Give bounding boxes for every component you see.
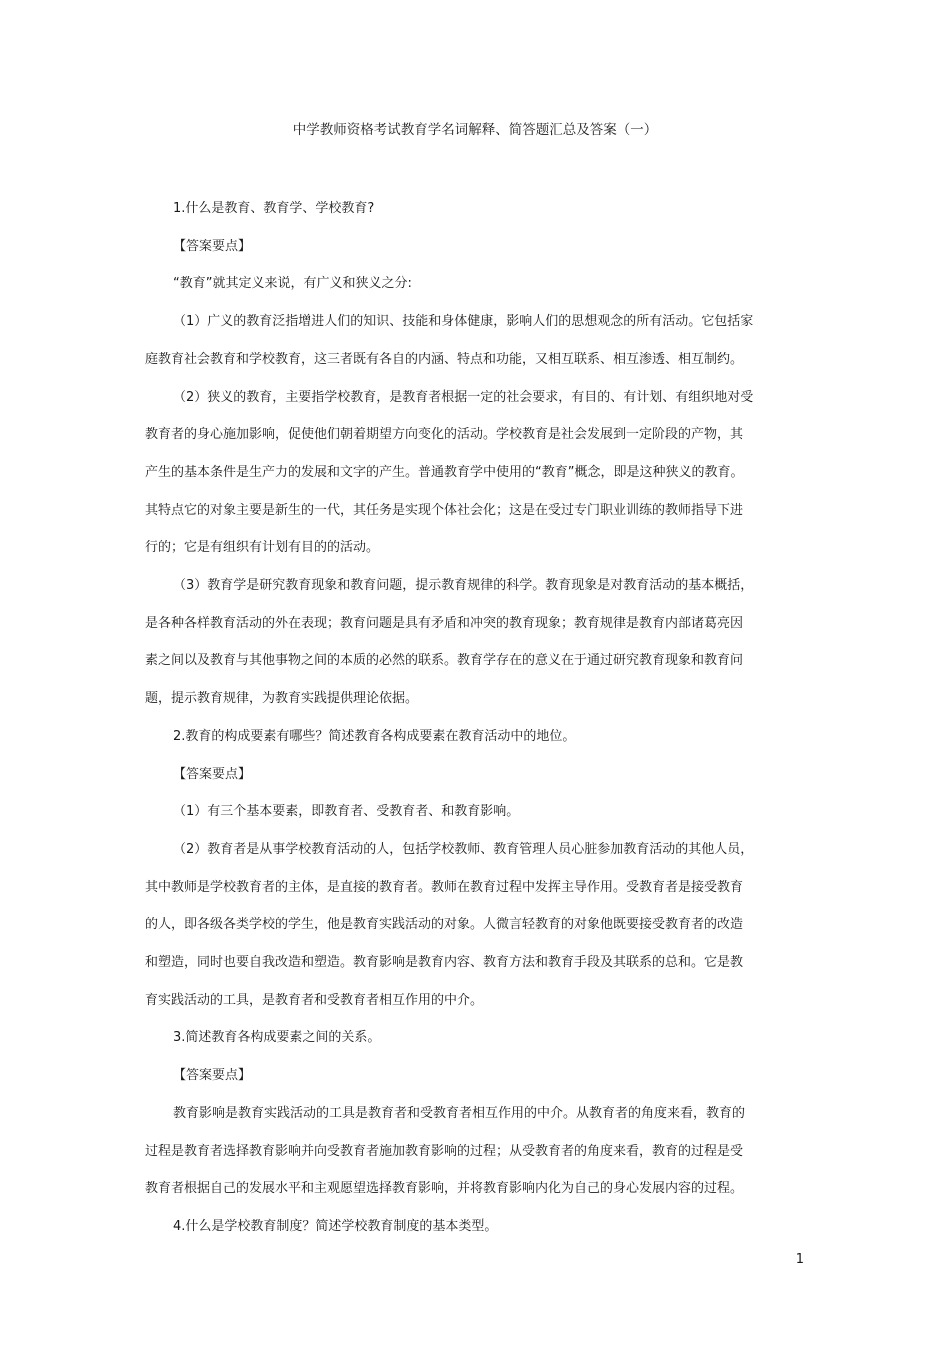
text-line: 【答案要点】 [173, 238, 252, 254]
text-line: 教育者根据自己的发展水平和主观愿望选择教育影响，并将教育影响内化为自己的身心发展内容的过程。 [145, 1181, 744, 1197]
text-line: 其中教师是学校教育者的主体，是直接的教育者。教师在教育过程中发挥主导作用。受教育者是接受教育 [145, 879, 744, 895]
text-line: （2）狭义的教育，主要指学校教育，是教育者根据一定的社会要求，有目的、有计划、有组织地对受 [173, 389, 754, 405]
page-title: 中学教师资格考试教育学名词解释、简答题汇总及答案（一） [292, 122, 658, 138]
document-body [145, 190, 753, 1246]
text-line: 1.什么是教育、教育学、学校教育? [173, 201, 375, 216]
text-line: 产生的基本条件是生产力的发展和文字的产生。普通教育学中使用的“教育”概念，即是这种狭义的教育。 [145, 464, 744, 480]
text-line: 【答案要点】 [173, 1068, 252, 1084]
text-line: “教育”就其定义来说，有广义和狭义之分: [173, 276, 412, 292]
text-line: 是各种各样教育活动的外在表现；教育问题是具有矛盾和冲突的教育现象；教育规律是教育内部诸葛亮因 [145, 615, 744, 631]
text-line: （3）教育学是研究教育现象和教育问题，提示教育规律的科学。教育现象是对教育活动的基本概括， [173, 578, 754, 594]
text-line: 题，提示教育规律，为教育实践提供理论依据。 [145, 691, 419, 707]
text-line: 3.简述教育各构成要素之间的关系。 [173, 1030, 381, 1046]
text-line: 教育者的身心施加影响，促使他们朝着期望方向变化的活动。学校教育是社会发展到一定阶段的产物，其 [145, 427, 744, 443]
text-line: 庭教育社会教育和学校教育，这三者既有各自的内涵、特点和功能，又相互联系、相互渗透、相互制约。 [145, 351, 744, 367]
text-line: （1）广义的教育泛指增进人们的知识、技能和身体健康，影响人们的思想观念的所有活动。它包括家 [173, 314, 754, 330]
text-line: （2）教育者是从事学校教育活动的人，包括学校教师、教育管理人员心脏参加教育活动的其他人员， [173, 841, 754, 857]
text-line: 育实践活动的工具，是教育者和受教育者相互作用的中介。 [145, 992, 484, 1008]
text-line: 素之间以及教育与其他事物之间的本质的必然的联系。教育学存在的意义在于通过研究教育现象和教育问 [145, 653, 744, 669]
page-number: 1 [795, 1252, 804, 1267]
text-line: 的人，即各级各类学校的学生，他是教育实践活动的对象。人微言轻教育的对象他既要接受教育者的改造 [145, 917, 744, 933]
text-line: 其特点它的对象主要是新生的一代，其任务是实现个体社会化；这是在受过专门职业训练的教师指导下进 [145, 502, 744, 518]
text-line: 和塑造，同时也要自我改造和塑造。教育影响是教育内容、教育方法和教育手段及其联系的总和。它是教 [145, 955, 744, 971]
text-line: 教育影响是教育实践活动的工具是教育者和受教育者相互作用的中介。从教育者的角度来看，教育的 [173, 1105, 746, 1121]
text-line: 过程是教育者选择教育影响并向受教育者施加教育影响的过程；从受教育者的角度来看，教育的过程是受 [145, 1143, 744, 1159]
text-line: 行的；它是有组织有计划有目的的活动。 [145, 540, 380, 556]
text-line: 【答案要点】 [173, 766, 252, 782]
text-line: 2.教育的构成要素有哪些？简述教育各构成要素在教育活动中的地位。 [173, 728, 576, 744]
text-line: （1）有三个基本要素，即教育者、受教育者、和教育影响。 [173, 804, 520, 820]
text-line: 4.什么是学校教育制度？简述学校教育制度的基本类型。 [173, 1218, 498, 1234]
